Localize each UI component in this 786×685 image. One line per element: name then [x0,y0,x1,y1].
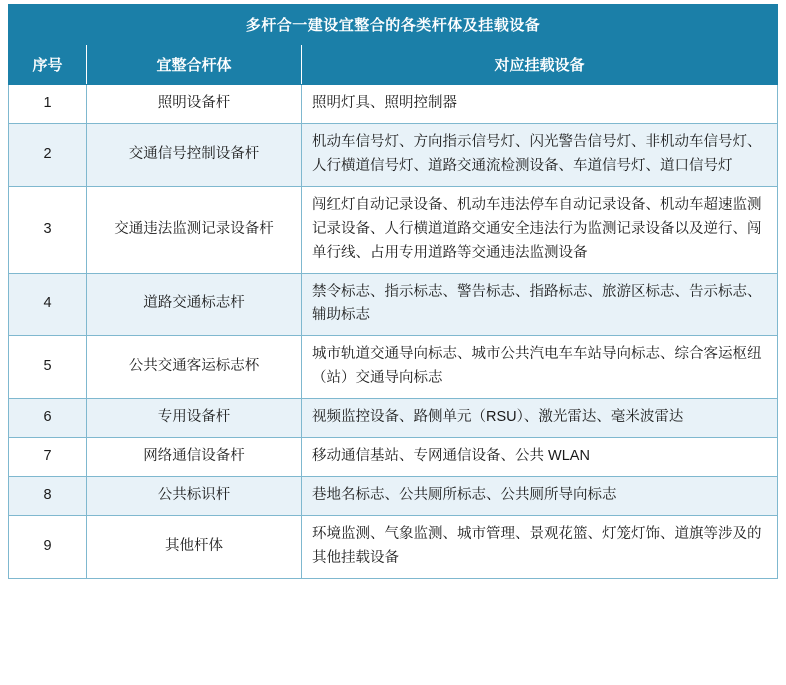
row-index: 1 [9,85,87,124]
row-index: 3 [9,186,87,273]
row-pole: 照明设备杆 [87,85,302,124]
pole-integration-table [8,4,778,579]
row-equipment: 机动车信号灯、方向指示信号灯、闪光警告信号灯、非机动车信号灯、人行横道信号灯、道路交通流检测设备、车道信号灯、道口信号灯 [302,123,778,186]
table-row [9,336,778,399]
row-index: 9 [9,515,87,578]
row-equipment: 闯红灯自动记录设备、机动车违法停车自动记录设备、机动车超速监测记录设备、人行横道道路交通安全违法行为监测记录设备以及逆行、闯单行线、占用专用道路等交通违法监测设备 [302,186,778,273]
row-pole: 交通信号控制设备杆 [87,123,302,186]
column-header-index: 序号 [9,45,87,85]
row-equipment: 城市轨道交通导向标志、城市公共汽电车车站导向标志、综合客运枢纽（站）交通导向标志 [302,336,778,399]
table-title-row [9,5,778,45]
row-equipment: 巷地名标志、公共厕所标志、公共厕所导向标志 [302,477,778,516]
table-row [9,477,778,516]
row-pole: 专用设备杆 [87,399,302,438]
table-row [9,515,778,578]
row-equipment: 视频监控设备、路侧单元（RSU）、激光雷达、毫米波雷达 [302,399,778,438]
row-pole: 公共标识杆 [87,477,302,516]
row-index: 6 [9,399,87,438]
row-index: 4 [9,273,87,336]
column-header-equipment: 对应挂载设备 [302,45,778,85]
row-pole: 网络通信设备杆 [87,438,302,477]
table-row [9,186,778,273]
table-header-row [9,45,778,85]
row-equipment: 禁令标志、指示标志、警告标志、指路标志、旅游区标志、告示标志、辅助标志 [302,273,778,336]
row-pole: 交通违法监测记录设备杆 [87,186,302,273]
row-pole: 其他杆体 [87,515,302,578]
row-index: 7 [9,438,87,477]
table-row [9,399,778,438]
row-pole: 道路交通标志杆 [87,273,302,336]
row-index: 8 [9,477,87,516]
table-row [9,273,778,336]
row-index: 2 [9,123,87,186]
table-title: 多杆合一建设宜整合的各类杆体及挂载设备 [9,5,778,45]
row-equipment: 移动通信基站、专网通信设备、公共 WLAN [302,438,778,477]
table-row [9,85,778,124]
row-equipment: 照明灯具、照明控制器 [302,85,778,124]
row-index: 5 [9,336,87,399]
table-container [8,4,778,579]
table-row [9,438,778,477]
column-header-pole: 宜整合杆体 [87,45,302,85]
table-row [9,123,778,186]
row-pole: 公共交通客运标志杯 [87,336,302,399]
row-equipment: 环境监测、气象监测、城市管理、景观花篮、灯笼灯饰、道旗等涉及的其他挂载设备 [302,515,778,578]
